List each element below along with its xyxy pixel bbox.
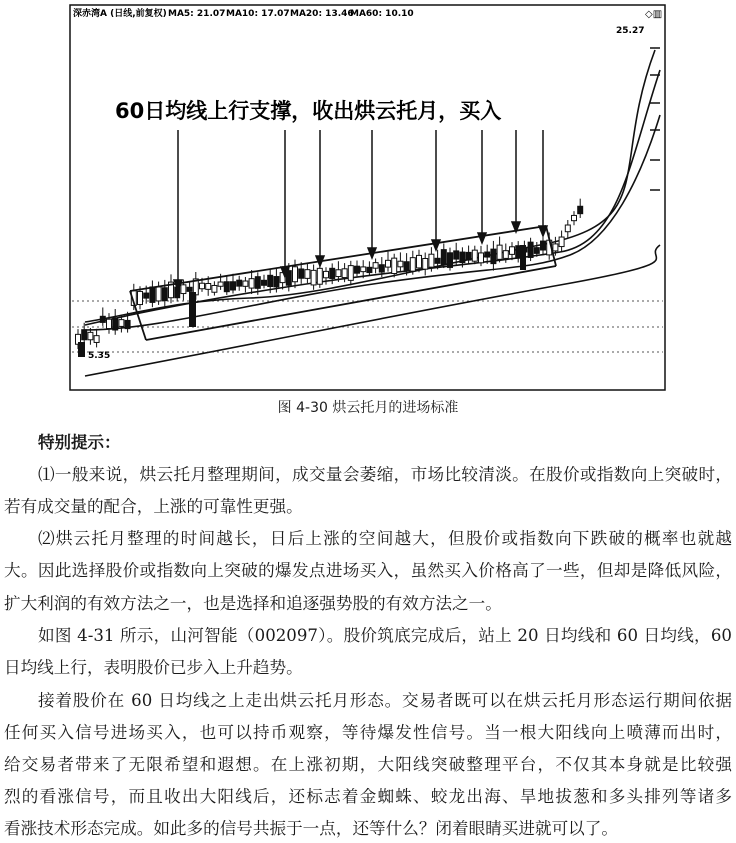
candle-bearish xyxy=(435,258,440,263)
candle-bullish xyxy=(565,225,570,232)
paragraph-line: 接着股价在 60 日均线之上走出烘云托月形态。交易者既可以在烘云托月形态运行期间依据 xyxy=(38,691,732,710)
candle-bearish xyxy=(255,277,260,289)
candle-bearish xyxy=(274,277,279,287)
candle-bullish xyxy=(218,282,223,286)
candle-bearish xyxy=(237,280,242,286)
candle-bullish xyxy=(138,291,143,304)
candle-bearish xyxy=(187,287,192,291)
candle-bearish xyxy=(268,275,273,286)
candle-bearish xyxy=(466,252,471,260)
paragraph-line: ⑵烘云托月整理的时间越长，日后上涨的空间越大，但股价或指数向下跌破的概率也就越 xyxy=(38,529,732,548)
chart-header-ma10: MA10: 17.07 xyxy=(226,9,290,19)
candle-bearish xyxy=(78,342,85,357)
candle-bearish xyxy=(144,293,149,298)
section-heading: 特别提示： xyxy=(38,433,121,452)
candle-bearish xyxy=(125,320,130,328)
candle-bearish xyxy=(262,280,267,285)
chart-header-ma20: MA20: 13.46 xyxy=(290,9,354,19)
collapse-icon[interactable]: ◇▥ xyxy=(645,9,663,20)
candle-bearish xyxy=(231,282,236,290)
candle-bearish xyxy=(454,251,459,259)
candle-bullish xyxy=(510,247,515,255)
candle-bullish xyxy=(553,244,558,251)
paragraph-line: 日均线上行，表明股价已步入上升趋势。 xyxy=(4,658,303,677)
candle-bullish xyxy=(392,258,397,273)
candle-bullish xyxy=(423,258,428,269)
candle-bearish xyxy=(330,268,335,278)
candle-bullish xyxy=(212,285,217,292)
paragraph-line: 扩大利润的有效方法之一，也是选择和追逐强势股的有效方法之一。 xyxy=(4,594,502,613)
high-price-label: 25.27 xyxy=(616,26,645,36)
candle-bullish xyxy=(373,263,378,269)
candle-bullish xyxy=(559,237,564,247)
candle-bearish xyxy=(367,267,372,272)
candle-bearish xyxy=(299,269,304,278)
candle-bullish xyxy=(497,245,502,259)
candle-bullish xyxy=(206,284,211,290)
candle-bullish xyxy=(361,267,366,272)
candle-bearish xyxy=(355,266,360,273)
paragraph-line: 大。因此选择股价或指数向上突破的爆发点进场买入，虽然买入价格高了一些，但却是降低风险， xyxy=(4,561,732,580)
candle-bullish xyxy=(107,319,112,328)
candle-bearish xyxy=(224,282,229,292)
candle-bullish xyxy=(305,270,310,279)
candle-bearish xyxy=(113,318,118,330)
candle-bullish xyxy=(94,336,99,343)
candle-bullish xyxy=(311,270,316,285)
paragraph-line: ⑴一般来说，烘云托月整理期间，成交量会萎缩，市场比较清淡。在股价或指数向上突破时， xyxy=(38,465,732,484)
candle-bearish xyxy=(189,292,196,327)
candle-bullish xyxy=(472,250,477,261)
candle-bearish xyxy=(520,245,526,270)
candle-bearish xyxy=(460,252,465,262)
candle-bearish xyxy=(379,265,384,272)
chart-header-ma60: MA60: 10.10 xyxy=(350,9,414,19)
paragraph-line: 如图 4-31 所示，山河智能（002097）。股价筑底完成后，站上 20 日均线和 60 日均线，60 xyxy=(38,626,732,645)
candle-bullish xyxy=(88,332,93,339)
paragraph-line: 若有成交量的配合，上涨的可靠性更强。 xyxy=(4,497,303,516)
candle-bearish xyxy=(82,330,87,340)
candle-bearish xyxy=(528,242,533,257)
candle-bearish xyxy=(534,248,539,254)
candle-bearish xyxy=(441,250,446,265)
candle-bearish xyxy=(448,253,453,268)
candle-bullish xyxy=(317,268,322,284)
candle-bullish xyxy=(156,287,161,301)
candle-bullish xyxy=(324,271,329,277)
candle-bullish xyxy=(200,283,205,289)
paragraph-line: 烈的看涨信号，而且收出大阳线后，还标志着金蜘蛛、蛟龙出海、旱地拔葱和多头排列等诸多 xyxy=(4,787,732,806)
candle-bullish xyxy=(342,269,347,278)
candle-bearish xyxy=(485,252,490,257)
candle-bearish xyxy=(404,262,409,270)
candle-bullish xyxy=(417,255,422,268)
candle-bearish xyxy=(150,287,155,302)
candle-bullish xyxy=(293,267,298,282)
low-price-label: 5.35 xyxy=(88,351,111,361)
candle-bullish xyxy=(348,266,353,281)
candle-bearish xyxy=(516,246,521,258)
candle-bullish xyxy=(336,270,341,277)
candle-bullish xyxy=(410,258,415,271)
paragraph-line: 看涨技术形态完成。如此多的信号共振于一点，还等什么？闭着眼睛买进就可以了。 xyxy=(4,819,618,838)
candle-bearish xyxy=(491,249,496,263)
chart-header-ma5: MA5: 21.07 xyxy=(168,9,226,19)
paragraph-line: 给交易者带来了无限希望和遐想。在上涨初期，大阳线突破整理平台，不仅其本身就是比较强 xyxy=(4,755,732,774)
candle-bullish xyxy=(429,254,434,267)
candle-bullish xyxy=(243,281,248,286)
candle-bullish xyxy=(572,215,577,220)
candle-bearish xyxy=(541,241,546,250)
candle-bullish xyxy=(479,253,484,263)
candle-bullish xyxy=(181,285,186,294)
candlestick-chart xyxy=(0,0,736,395)
chart-frame xyxy=(70,5,665,390)
candle-bearish xyxy=(100,316,105,322)
paragraph-line: 任何买入信号进场买入，也可以持币观察，等待爆发性信号。当一根大阳线向上喷薄而出时， xyxy=(4,723,732,742)
buy-annotation: 60日均线上行支撑，收出烘云托月，买入 xyxy=(115,99,502,123)
candle-bearish xyxy=(578,206,583,213)
chart-header-stock: 深赤湾A (日线,前复权) xyxy=(73,9,167,19)
candle-bullish xyxy=(386,260,391,267)
figure-caption: 图 4-30 烘云托月的进场标准 xyxy=(277,400,459,416)
candle-bullish xyxy=(249,279,254,288)
candle-bullish xyxy=(398,261,403,267)
candle-bullish xyxy=(503,251,508,259)
candle-bearish xyxy=(162,288,167,301)
candle-bullish xyxy=(119,320,124,327)
